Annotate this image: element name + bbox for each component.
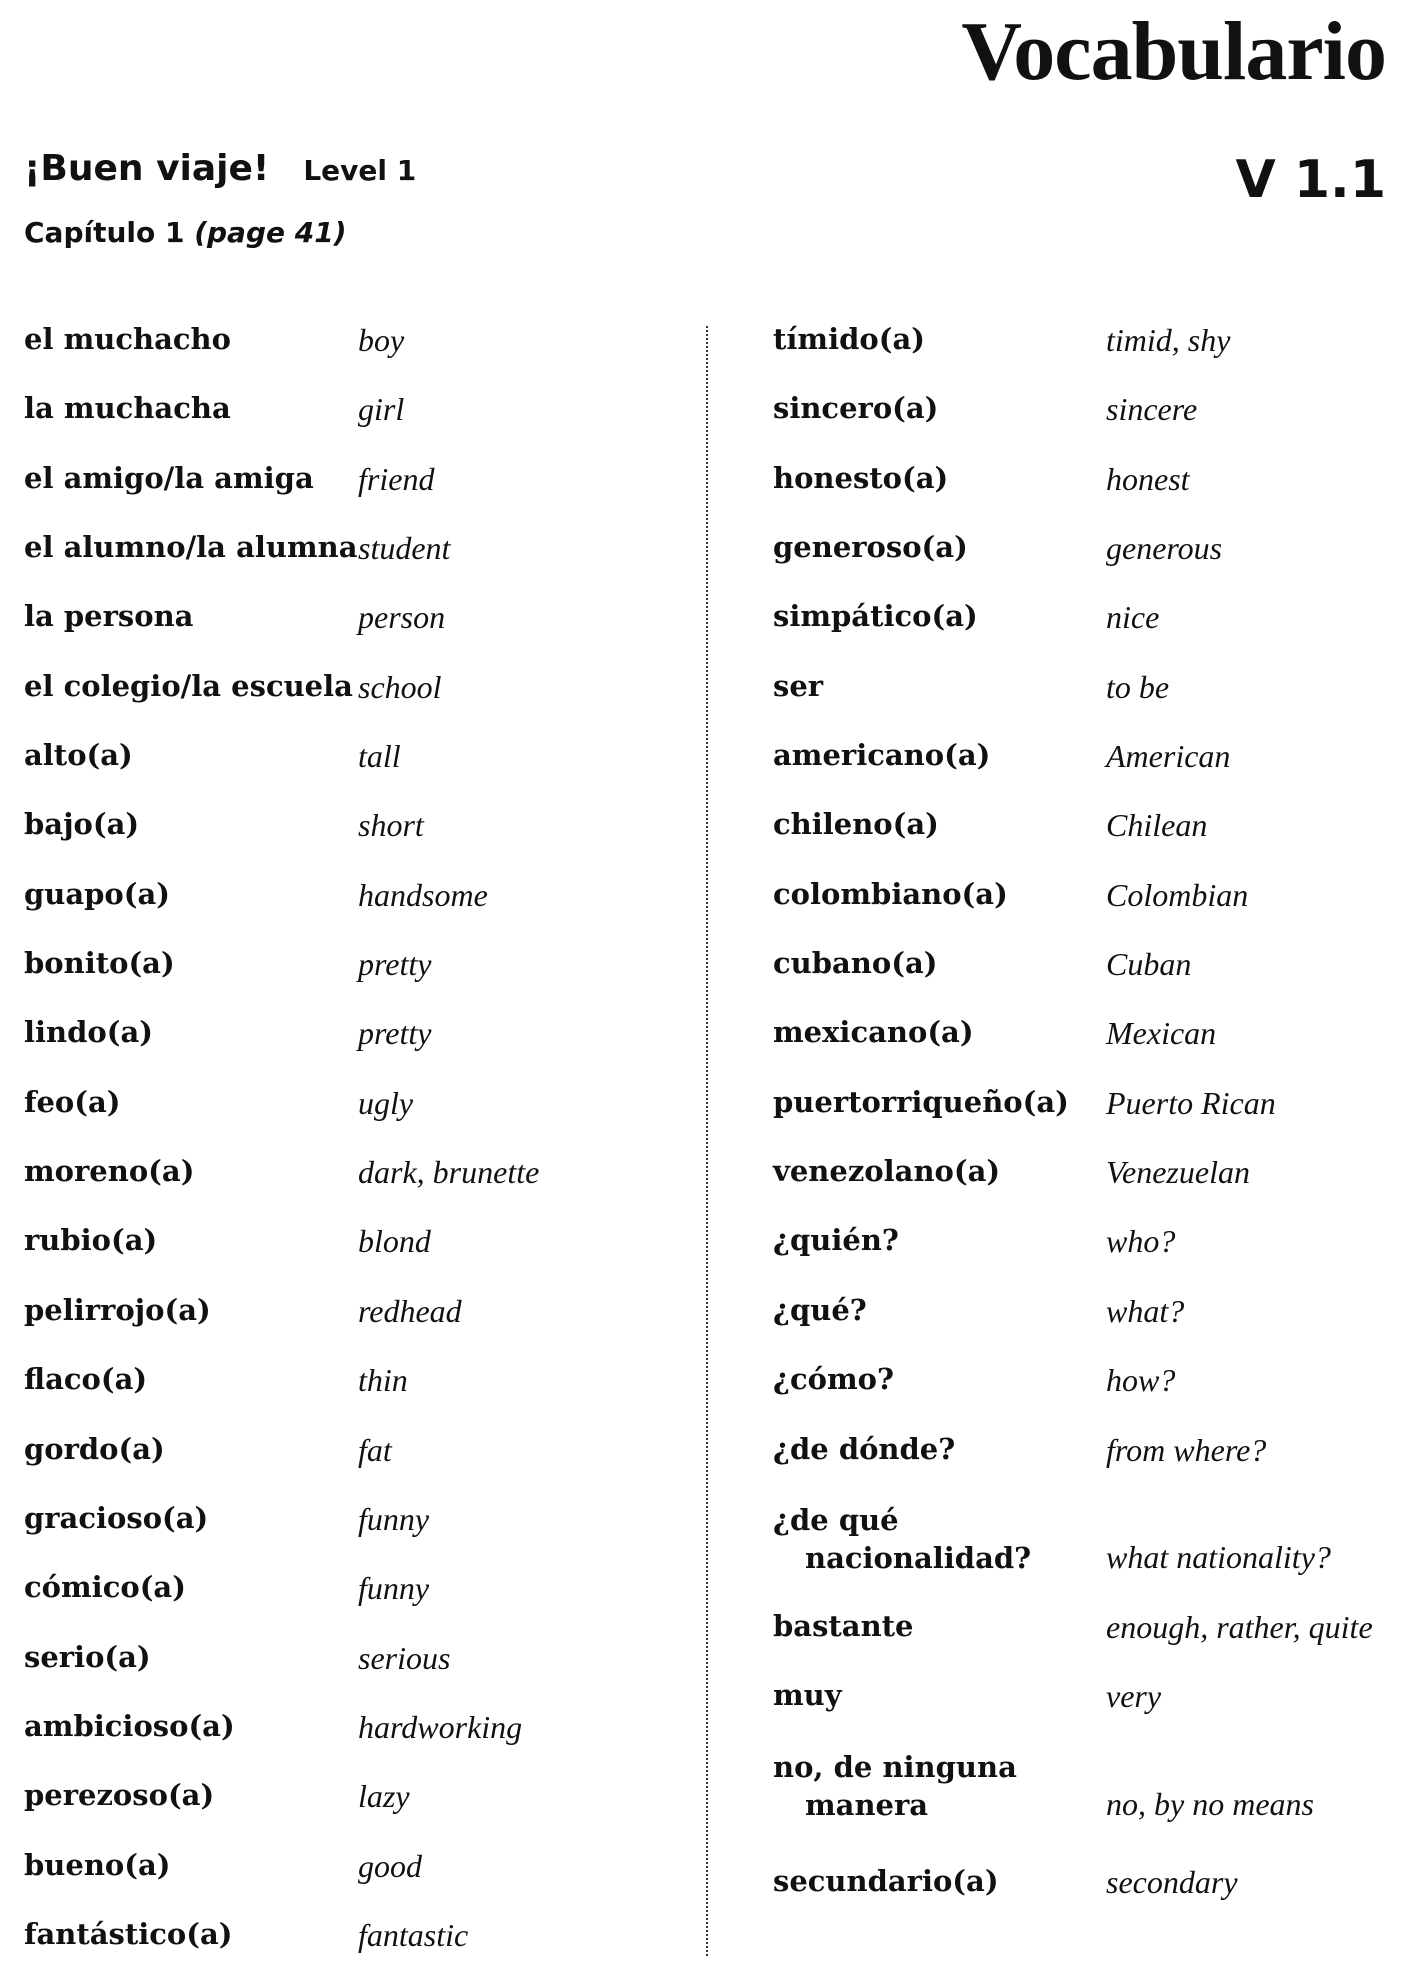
english-term: good bbox=[358, 1847, 422, 1884]
vocab-row bbox=[773, 1860, 1403, 1929]
english-term: funny bbox=[358, 1570, 430, 1607]
column-divider bbox=[706, 326, 708, 1956]
sheet-code: V 1.1 bbox=[1235, 150, 1386, 210]
vocab-row bbox=[24, 803, 704, 872]
english-term: enough, rather, quite bbox=[1106, 1608, 1373, 1645]
left-vocab-column bbox=[24, 318, 704, 1982]
english-term: school bbox=[358, 668, 442, 705]
english-term: blond bbox=[358, 1223, 431, 1260]
english-term: to be bbox=[1106, 668, 1170, 705]
spanish-term-line2: nacionalidad? bbox=[805, 1540, 1032, 1575]
vocab-row bbox=[773, 1011, 1403, 1080]
spanish-term: tímido(a) bbox=[773, 322, 925, 356]
spanish-term: bajo(a) bbox=[24, 807, 140, 842]
vocab-row bbox=[773, 873, 1403, 942]
vocab-row bbox=[24, 1844, 704, 1913]
book-name: ¡Buen viaje! bbox=[24, 148, 270, 189]
spanish-term: ¿de dónde? bbox=[773, 1431, 956, 1466]
spanish-term: bonito(a) bbox=[24, 946, 175, 981]
spanish-term: ambicioso(a) bbox=[24, 1708, 235, 1743]
vocab-row bbox=[773, 1744, 1403, 1860]
vocab-row bbox=[24, 665, 704, 734]
spanish-term: el muchacho bbox=[24, 322, 231, 356]
spanish-term: el amigo/la amiga bbox=[24, 460, 314, 495]
spanish-term-line1: ¿de qué bbox=[773, 1502, 899, 1537]
spanish-term: cubano(a) bbox=[773, 946, 938, 981]
spanish-term: ser bbox=[773, 668, 824, 703]
spanish-term bbox=[773, 1748, 1063, 1824]
english-term: funny bbox=[358, 1500, 430, 1537]
book-title bbox=[24, 148, 416, 189]
spanish-term: bastante bbox=[773, 1608, 914, 1643]
spanish-term: el alumno/la alumna bbox=[24, 530, 358, 565]
vocab-row bbox=[24, 1774, 704, 1843]
english-term: timid, shy bbox=[1106, 322, 1231, 358]
spanish-term: ¿quién? bbox=[773, 1223, 899, 1258]
page-reference: (page 41) bbox=[194, 216, 347, 249]
english-term: student bbox=[358, 530, 451, 567]
spanish-term: simpático(a) bbox=[773, 599, 978, 634]
vocab-row bbox=[773, 1150, 1403, 1219]
spanish-term: honesto(a) bbox=[773, 460, 949, 495]
spanish-term: generoso(a) bbox=[773, 530, 968, 565]
spanish-term bbox=[773, 1501, 1063, 1577]
spanish-term: guapo(a) bbox=[24, 876, 171, 911]
vocab-row bbox=[24, 1705, 704, 1774]
spanish-term: rubio(a) bbox=[24, 1223, 158, 1258]
spanish-term: venezolano(a) bbox=[773, 1154, 1001, 1189]
vocab-row bbox=[773, 1081, 1403, 1150]
english-term: Chilean bbox=[1106, 807, 1208, 844]
vocab-row bbox=[24, 1428, 704, 1497]
chapter-label: Capítulo 1 bbox=[24, 216, 185, 249]
spanish-term: ¿cómo? bbox=[773, 1362, 895, 1397]
spanish-term: lindo(a) bbox=[24, 1015, 153, 1050]
english-term: pretty bbox=[358, 1015, 432, 1052]
english-term: pretty bbox=[358, 946, 432, 983]
english-term: Venezuelan bbox=[1106, 1154, 1250, 1191]
english-term: ugly bbox=[358, 1084, 414, 1121]
english-term: thin bbox=[358, 1362, 408, 1399]
vocab-row bbox=[24, 1913, 704, 1982]
page-title: Vocabulario bbox=[961, 5, 1386, 98]
vocab-row bbox=[773, 1674, 1403, 1743]
vocab-row bbox=[773, 942, 1403, 1011]
vocab-row bbox=[24, 1636, 704, 1705]
chapter-heading bbox=[24, 216, 347, 249]
english-term: fantastic bbox=[358, 1916, 469, 1953]
english-term: generous bbox=[1106, 530, 1223, 567]
spanish-term: cómico(a) bbox=[24, 1570, 186, 1605]
english-term: redhead bbox=[358, 1292, 462, 1329]
spanish-term: perezoso(a) bbox=[24, 1778, 215, 1813]
right-vocab-column bbox=[773, 318, 1403, 1929]
vocab-row bbox=[24, 734, 704, 803]
spanish-term-line1: no, de ninguna bbox=[773, 1749, 1017, 1784]
english-term: Cuban bbox=[1106, 946, 1192, 983]
english-term: Puerto Rican bbox=[1106, 1084, 1276, 1121]
spanish-term: colombiano(a) bbox=[773, 876, 1008, 911]
english-term: nice bbox=[1106, 599, 1160, 636]
vocab-row bbox=[24, 457, 704, 526]
vocab-row bbox=[773, 1497, 1403, 1605]
vocab-row bbox=[773, 734, 1403, 803]
spanish-term: americano(a) bbox=[773, 738, 991, 773]
vocab-row bbox=[24, 318, 704, 387]
english-term: serious bbox=[358, 1639, 451, 1676]
english-term: very bbox=[1106, 1678, 1162, 1715]
english-term: how? bbox=[1106, 1362, 1176, 1399]
english-term: lazy bbox=[358, 1778, 410, 1815]
spanish-term: pelirrojo(a) bbox=[24, 1292, 211, 1327]
vocab-row bbox=[773, 1219, 1403, 1288]
english-term: what nationality? bbox=[1106, 1538, 1331, 1575]
spanish-term-line2: manera bbox=[805, 1787, 929, 1822]
english-term: from where? bbox=[1106, 1431, 1267, 1468]
spanish-term: puertorriqueño(a) bbox=[773, 1084, 1069, 1119]
english-term: tall bbox=[358, 738, 401, 775]
spanish-term: muy bbox=[773, 1678, 842, 1713]
english-term: secondary bbox=[1106, 1863, 1238, 1900]
english-term: who? bbox=[1106, 1223, 1176, 1260]
spanish-term: gordo(a) bbox=[24, 1431, 165, 1466]
vocab-row bbox=[24, 1566, 704, 1635]
vocab-row bbox=[773, 595, 1403, 664]
spanish-term: el colegio/la escuela bbox=[24, 668, 353, 703]
vocab-row bbox=[24, 1011, 704, 1080]
english-term: girl bbox=[358, 391, 405, 428]
spanish-term: flaco(a) bbox=[24, 1362, 148, 1397]
spanish-term: moreno(a) bbox=[24, 1154, 195, 1189]
spanish-term: la persona bbox=[24, 599, 194, 634]
vocab-row bbox=[24, 1497, 704, 1566]
vocab-row bbox=[24, 1150, 704, 1219]
english-term: no, by no means bbox=[1106, 1785, 1314, 1822]
spanish-term: fantástico(a) bbox=[24, 1916, 233, 1951]
english-term: honest bbox=[1106, 460, 1190, 497]
spanish-term: chileno(a) bbox=[773, 807, 939, 842]
english-term: Colombian bbox=[1106, 876, 1249, 913]
spanish-term: secundario(a) bbox=[773, 1863, 999, 1898]
english-term: hardworking bbox=[358, 1708, 523, 1745]
vocab-row bbox=[24, 1289, 704, 1358]
english-term: boy bbox=[358, 322, 405, 358]
spanish-term: mexicano(a) bbox=[773, 1015, 974, 1050]
vocab-row bbox=[24, 1358, 704, 1427]
spanish-term: alto(a) bbox=[24, 738, 133, 773]
vocab-row bbox=[24, 942, 704, 1011]
spanish-term: gracioso(a) bbox=[24, 1500, 209, 1535]
english-term: friend bbox=[358, 460, 435, 497]
vocab-row bbox=[773, 318, 1403, 387]
spanish-term: feo(a) bbox=[24, 1084, 121, 1119]
english-term: person bbox=[358, 599, 446, 636]
spanish-term: sincero(a) bbox=[773, 391, 939, 426]
vocab-row bbox=[773, 1289, 1403, 1358]
vocab-row bbox=[773, 387, 1403, 456]
english-term: American bbox=[1106, 738, 1231, 775]
vocab-row bbox=[773, 1358, 1403, 1427]
english-term: dark, brunette bbox=[358, 1154, 540, 1191]
english-term: sincere bbox=[1106, 391, 1198, 428]
vocab-row bbox=[773, 1605, 1403, 1674]
english-term: what? bbox=[1106, 1292, 1185, 1329]
vocab-row bbox=[773, 803, 1403, 872]
vocab-row bbox=[24, 873, 704, 942]
vocab-row bbox=[24, 526, 704, 595]
vocab-row bbox=[773, 665, 1403, 734]
vocab-row bbox=[24, 1219, 704, 1288]
book-level: Level 1 bbox=[303, 154, 417, 187]
vocab-row bbox=[773, 526, 1403, 595]
spanish-term: la muchacha bbox=[24, 391, 231, 426]
english-term: handsome bbox=[358, 876, 488, 913]
spanish-term: ¿qué? bbox=[773, 1292, 867, 1327]
vocab-row bbox=[24, 595, 704, 664]
english-term: Mexican bbox=[1106, 1015, 1217, 1052]
spanish-term: serio(a) bbox=[24, 1639, 151, 1674]
english-term: short bbox=[358, 807, 424, 844]
english-term: fat bbox=[358, 1431, 392, 1468]
vocab-row bbox=[24, 1081, 704, 1150]
vocab-row bbox=[773, 457, 1403, 526]
vocab-row bbox=[773, 1428, 1403, 1497]
spanish-term: bueno(a) bbox=[24, 1847, 171, 1882]
vocab-row bbox=[24, 387, 704, 456]
